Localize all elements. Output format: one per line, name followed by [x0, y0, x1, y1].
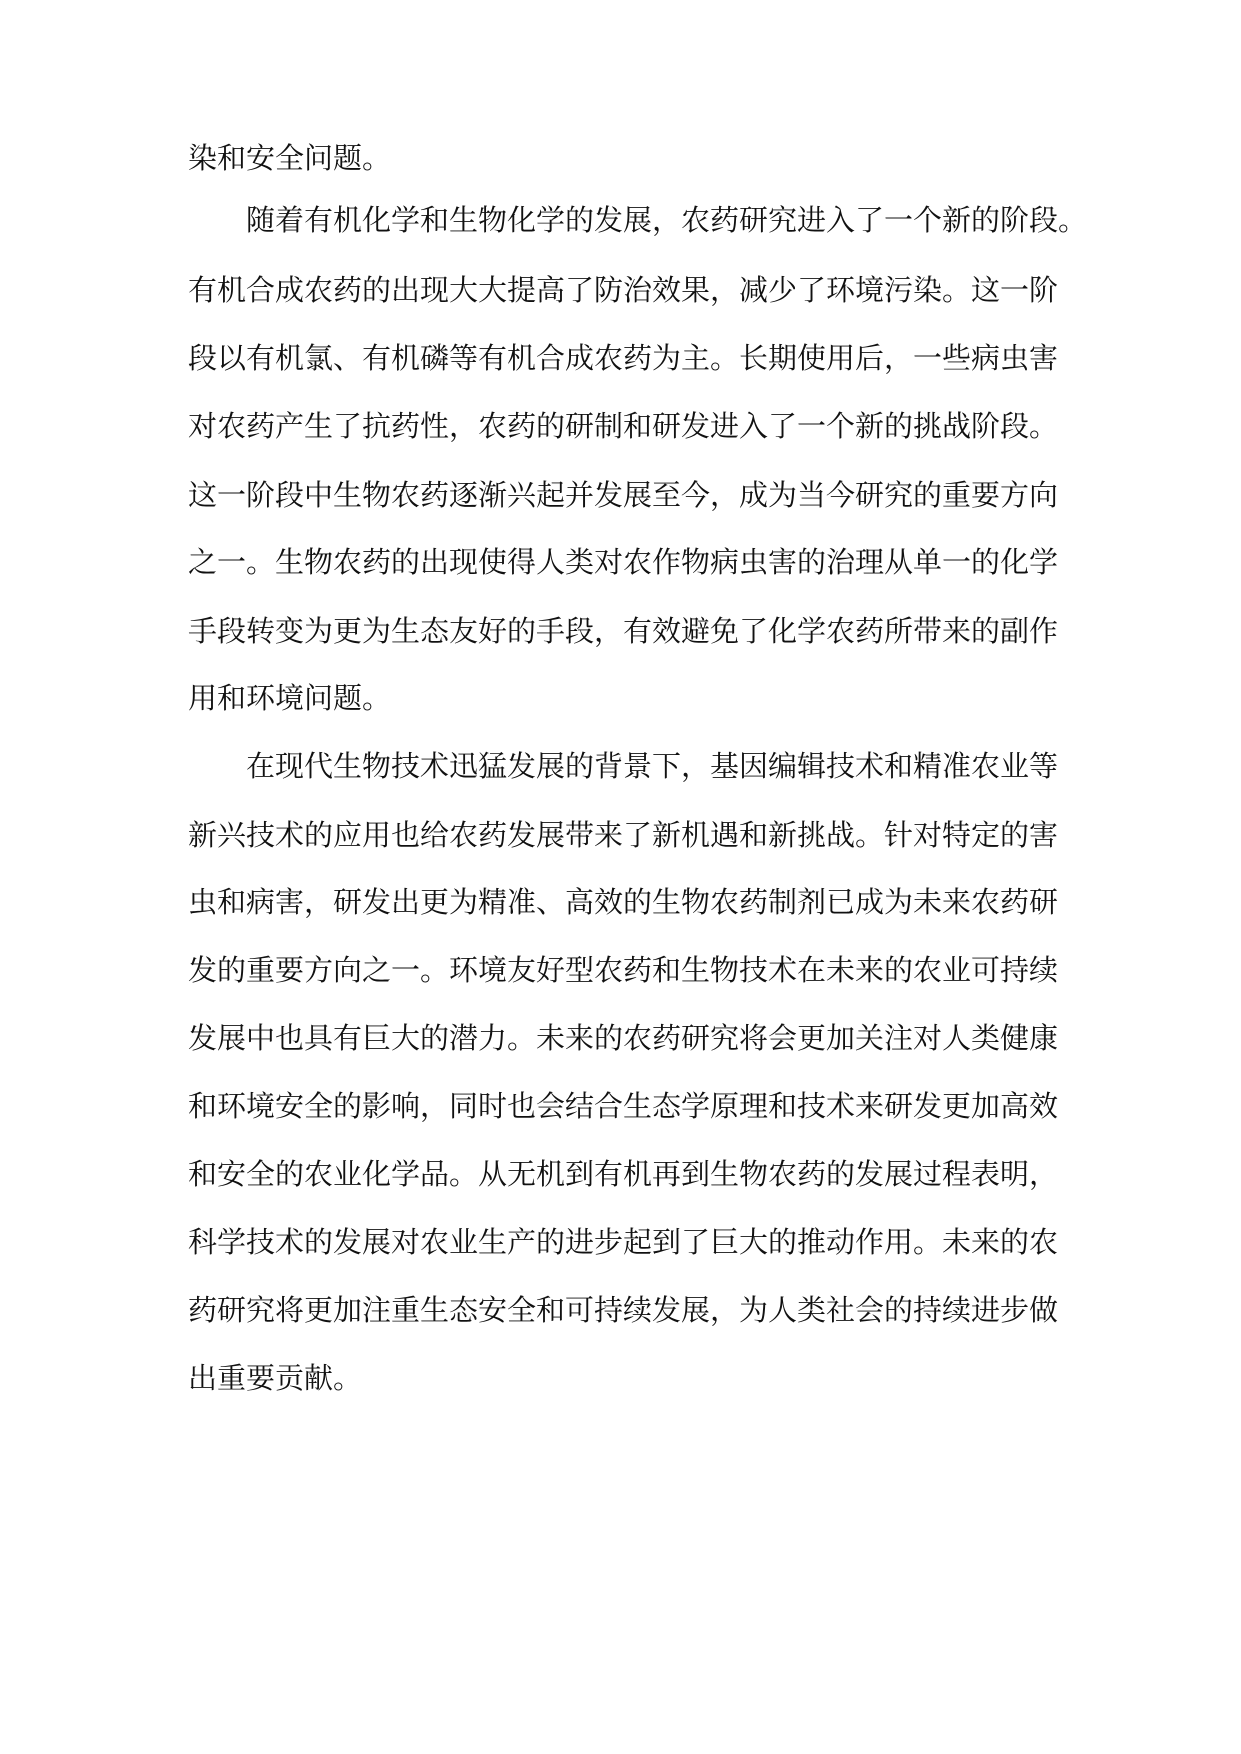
text-line: 手段转变为更为生态友好的手段，有效避免了化学农药所带来的副作	[188, 614, 1059, 648]
text-line: 科学技术的发展对农业生产的进步起到了巨大的推动作用。未来的农	[188, 1225, 1059, 1259]
text-line: 用和环境问题。	[188, 681, 392, 715]
text-line: 和安全的农业化学品。从无机到有机再到生物农药的发展过程表明，	[188, 1157, 1059, 1191]
text-line: 虫和病害，研发出更为精准、高效的生物农药制剂已成为未来农药研	[188, 885, 1059, 919]
text-line: 出重要贡献。	[188, 1361, 363, 1395]
text-line: 这一阶段中生物农药逐渐兴起并发展至今，成为当今研究的重要方向	[188, 478, 1059, 512]
paragraph-first-line: 在现代生物技术迅猛发展的背景下，基因编辑技术和精准农业等	[246, 749, 1059, 783]
text-line: 有机合成农药的出现大大提高了防治效果，减少了环境污染。这一阶	[188, 273, 1059, 307]
text-line: 段以有机氯、有机磷等有机合成农药为主。长期使用后，一些病虫害	[188, 341, 1059, 375]
text-line: 发的重要方向之一。环境友好型农药和生物技术在未来的农业可持续	[188, 953, 1059, 987]
text-line: 对农药产生了抗药性，农药的研制和研发进入了一个新的挑战阶段。	[188, 409, 1059, 443]
text-line: 之一。生物农药的出现使得人类对农作物病虫害的治理从单一的化学	[188, 545, 1059, 579]
paragraph-first-line: 随着有机化学和生物化学的发展，农药研究进入了一个新的阶段。	[246, 203, 1088, 237]
text-line: 新兴技术的应用也给农药发展带来了新机遇和新挑战。针对特定的害	[188, 818, 1059, 852]
text-line: 和环境安全的影响，同时也会结合生态学原理和技术来研发更加高效	[188, 1089, 1059, 1123]
text-line: 染和安全问题。	[188, 141, 392, 175]
text-line: 药研究将更加注重生态安全和可持续发展，为人类社会的持续进步做	[188, 1293, 1059, 1327]
text-line: 发展中也具有巨大的潜力。未来的农药研究将会更加关注对人类健康	[188, 1021, 1059, 1055]
